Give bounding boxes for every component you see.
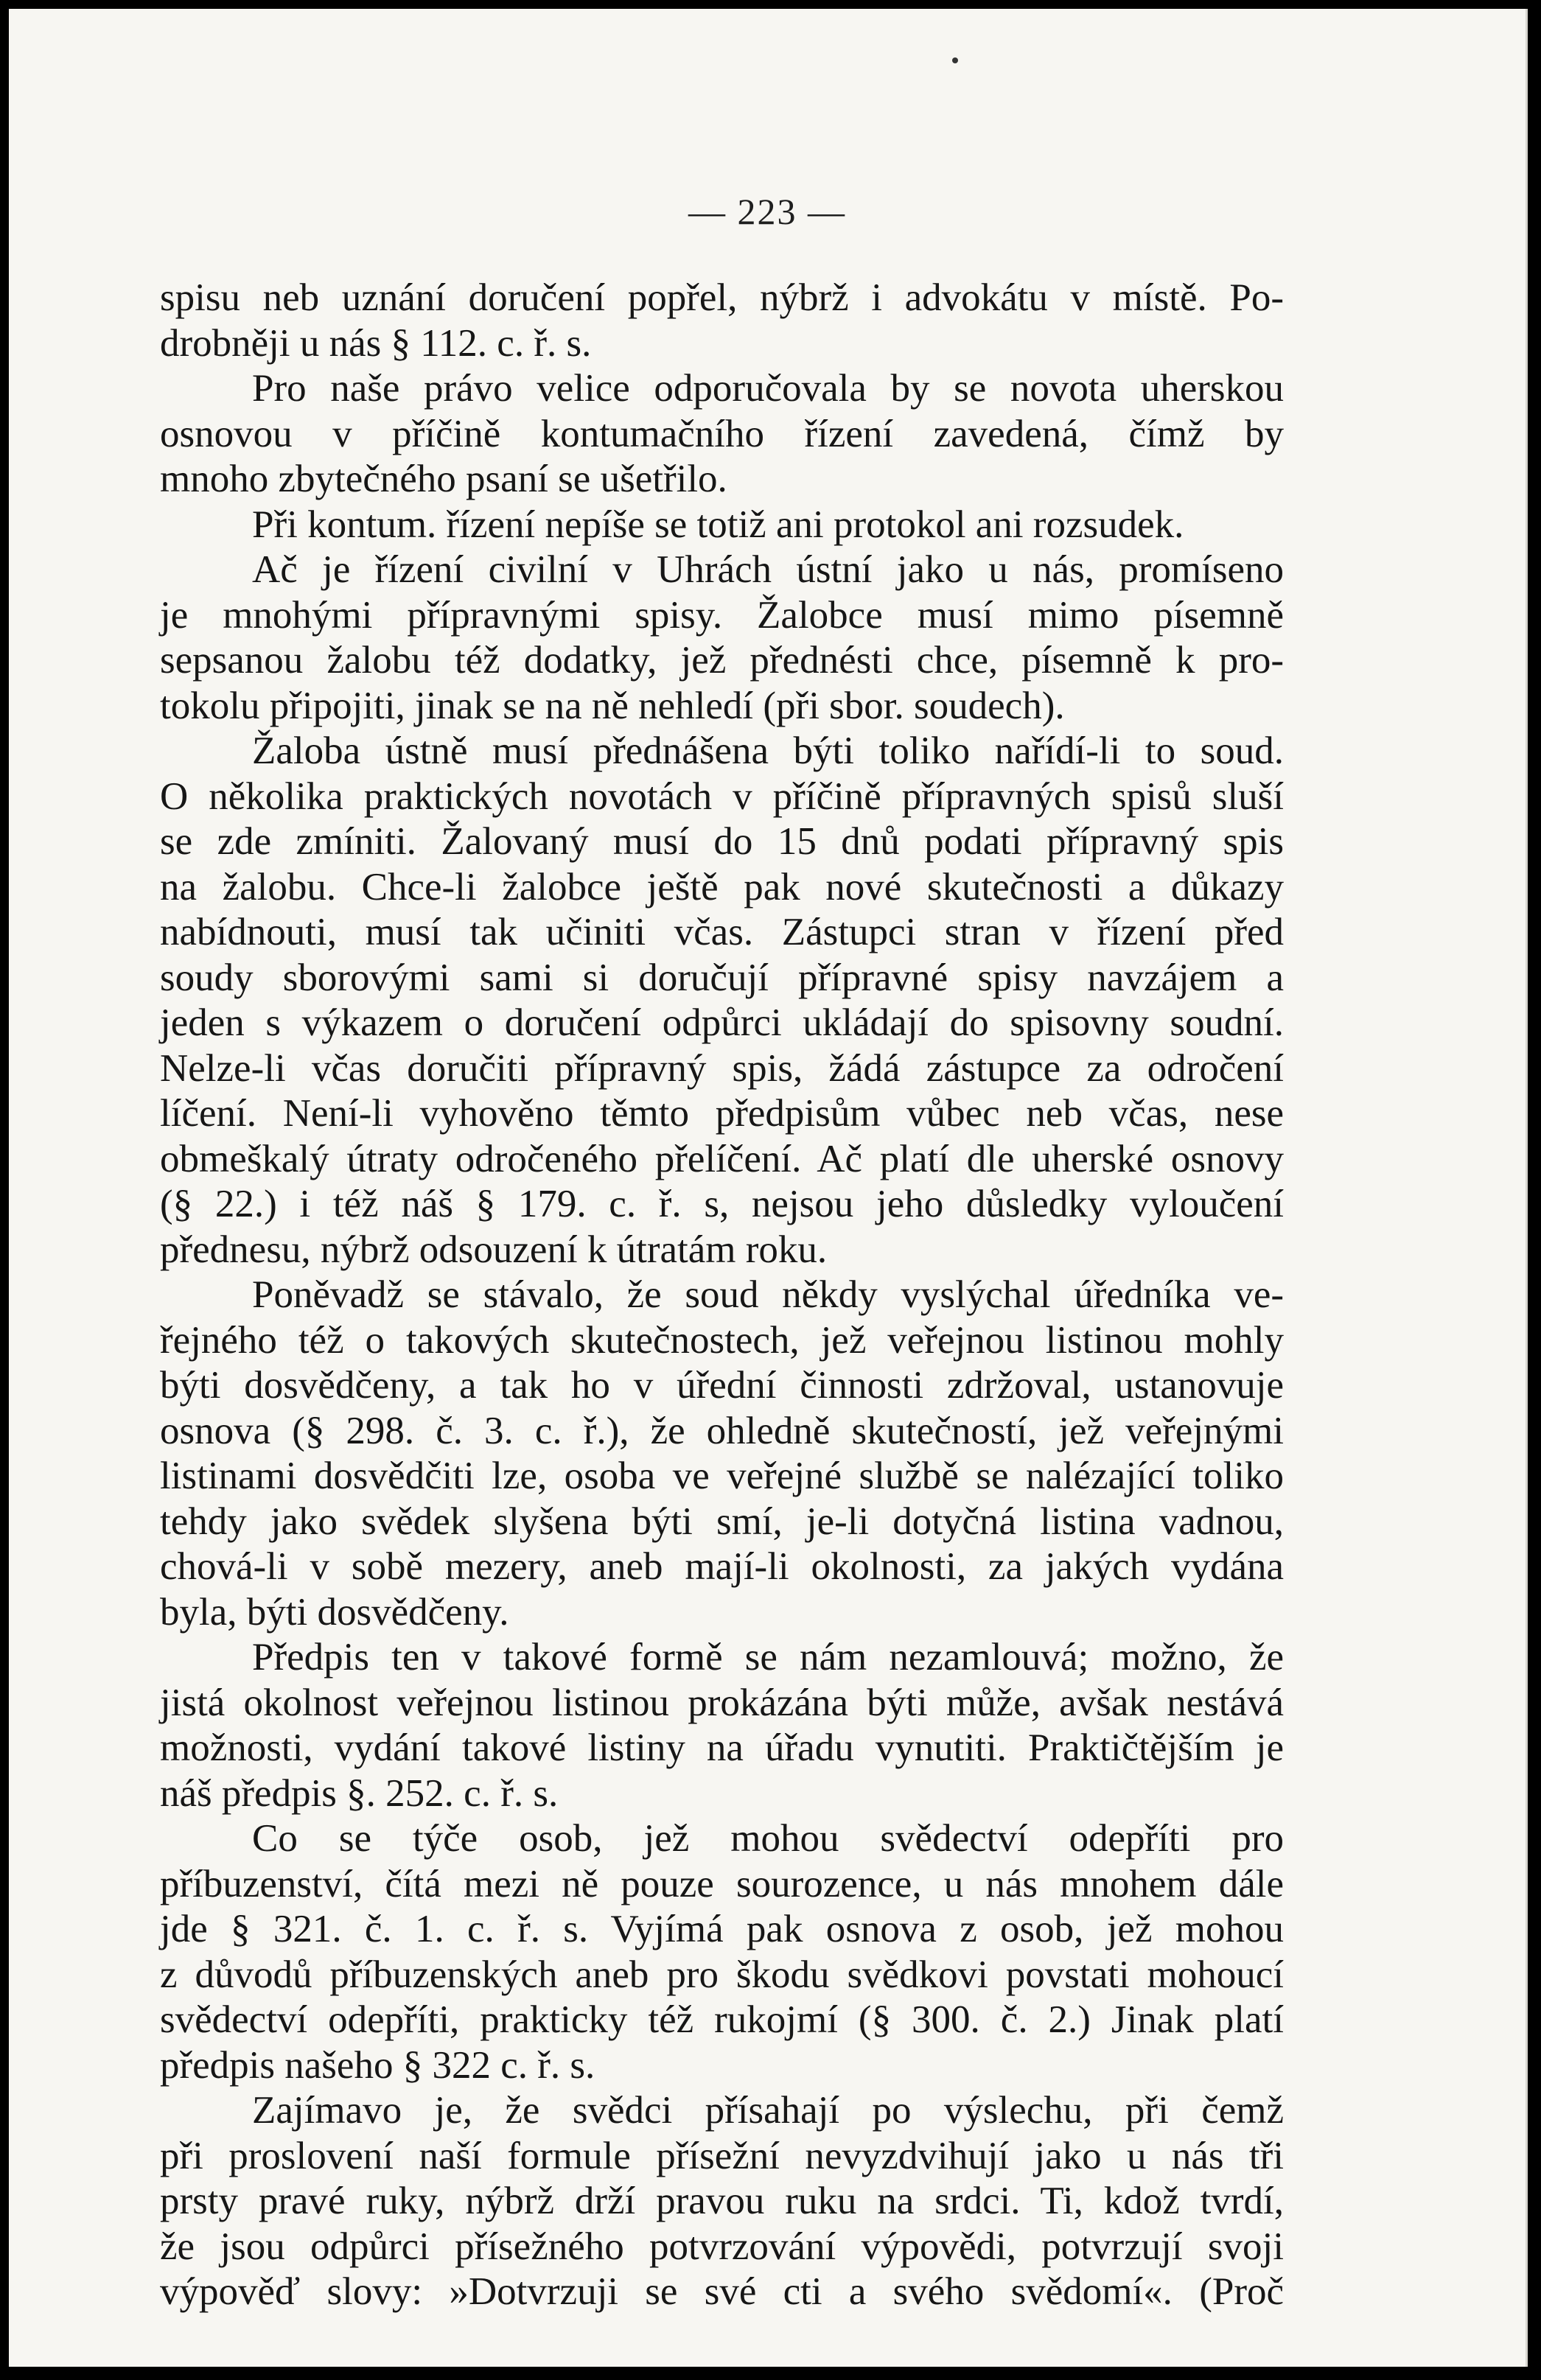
text-line: Nelze-li včas doručiti přípravný spis, žádá zástupce za odročení — [160, 1046, 1284, 1090]
text-line: jde § 321. č. 1. c. ř. s. Vyjímá pak osnova z osob, jež mohou — [160, 1908, 1284, 1950]
text-line: tehdy jako svědek slyšena býti smí, je-li dotyčná listina vadnou, — [160, 1499, 1284, 1543]
text-line: příbuzenství, čítá mezi ně pouze sourozence, u nás mnohem dále — [160, 1862, 1284, 1905]
text-line: Ač je řízení civilní v Uhrách ústní jako u nás, promíseno — [252, 548, 1284, 591]
text-line: jistá okolnost veřejnou listinou prokázána býti může, avšak nestává — [160, 1681, 1284, 1724]
text-line: sepsanou žalobu též dodatky, jež přednésti chce, písemně k pro- — [160, 639, 1284, 682]
body-text — [160, 276, 1284, 2315]
text-line: byla, býti dosvědčeny. — [160, 1590, 509, 1634]
text-line: soudy sborovými sami si doručují přípravné spisy navzájem a — [160, 956, 1284, 999]
text-line: (§ 22.) i též náš § 179. c. ř. s, nejsou jeho důsledky vyloučení — [160, 1183, 1284, 1225]
text-line: Pro naše právo velice odporučovala by se novota uherskou — [252, 367, 1284, 410]
text-line: drobněji u nás § 112. c. ř. s. — [160, 321, 592, 365]
paragraph-8 — [160, 1816, 1284, 2088]
text-line: tokolu připojiti, jinak se na ně nehledí (při sbor. soudech). — [160, 684, 1065, 727]
text-line: z důvodů příbuzenských aneb pro škodu svědkovi povstati mohoucí — [160, 1953, 1284, 1996]
text-line: prsty pravé ruky, nýbrž drží pravou ruku na srdci. Ti, kdož tvrdí, — [160, 2180, 1284, 2222]
text-line: na žalobu. Chce-li žalobce ještě pak nové skutečnosti a důkazy — [160, 865, 1284, 909]
text-line: Žaloba ústně musí přednášena býti toliko nařídí-li to soud. — [252, 729, 1284, 772]
paragraph-7 — [160, 1635, 1284, 1816]
text-line: nabídnouti, musí tak učiniti včas. Zástupci stran v řízení před — [160, 911, 1284, 953]
paragraph-6 — [160, 1273, 1284, 1635]
text-line: je mnohými přípravnými spisy. Žalobce musí mimo písemně — [160, 593, 1284, 637]
text-line: osnova (§ 298. č. 3. c. ř.), že ohledně skutečností, jež veřejnými — [160, 1409, 1284, 1452]
text-line: se zde zmíniti. Žalovaný musí do 15 dnů podati přípravný spis — [160, 820, 1284, 863]
text-line: Předpis ten v takové formě se nám nezamlouvá; možno, že — [252, 1636, 1284, 1679]
text-line: výpověď slovy: »Dotvrzuji se své cti a svého svědomí«. (Proč — [160, 2270, 1284, 2313]
text-line: přednesu, nýbrž odsouzení k útratám roku. — [160, 1228, 828, 1271]
text-line: obmeškalý útraty odročeného přelíčení. Ač platí dle uherské osnovy — [160, 1137, 1284, 1180]
text-line: předpis našeho § 322 c. ř. s. — [160, 2043, 595, 2087]
paragraph-1 — [160, 276, 1284, 366]
text-line: O několika praktických novotách v příčině přípravných spisů sluší — [160, 774, 1284, 818]
text-line: Při kontum. řízení nepíše se totiž ani protokol ani rozsudek. — [252, 503, 1184, 546]
text-line: býti dosvědčeny, a tak ho v úřední činnosti zdržoval, ustanovuje — [160, 1364, 1284, 1407]
paragraph-9 — [160, 2088, 1284, 2315]
text-line: při proslovení naší formule přísežní nevyzdvihují jako u nás tři — [160, 2134, 1284, 2177]
text-line: že jsou odpůrci přísežného potvrzování výpovědi, potvrzují svoji — [160, 2225, 1284, 2268]
page-sheet — [9, 9, 1528, 2367]
text-line: chová-li v sobě mezery, aneb mají-li okolnosti, za jakých vydána — [160, 1545, 1284, 1588]
text-line: možnosti, vydání takové listiny na úřadu vynutiti. Praktičtějším je — [160, 1726, 1284, 1769]
text-line: spisu neb uznání doručení popřel, nýbrž i advokátu v místě. Po- — [160, 276, 1284, 319]
text-line: Poněvadž se stávalo, že soud někdy vyslýchal úředníka ve- — [252, 1273, 1284, 1316]
text-line: osnovou v příčině kontumačního řízení zavedená, čímž by — [160, 412, 1284, 455]
text-line: náš předpis §. 252. c. ř. s. — [160, 1771, 559, 1815]
text-line: řejného též o takových skutečnostech, jež veřejnou listinou mohly — [160, 1318, 1284, 1362]
paragraph-4 — [160, 547, 1284, 729]
scan-speck — [952, 57, 958, 63]
text-line: listinami dosvědčiti lze, osoba ve veřejné službě se nalézající toliko — [160, 1455, 1284, 1497]
text-line: líčení. Není-li vyhověno těmto předpisům vůbec neb včas, nese — [160, 1092, 1284, 1135]
page-number: — 223 — — [688, 191, 846, 232]
text-line: mnoho zbytečného psaní se ušetřilo. — [160, 458, 727, 500]
paragraph-2 — [160, 366, 1284, 503]
text-line: Co se týče osob, jež mohou svědectví odepříti pro — [252, 1817, 1284, 1860]
text-line: svědectví odepříti, prakticky též rukojmí (§ 300. č. 2.) Jinak platí — [160, 1998, 1284, 2041]
paragraph-3 — [160, 503, 1284, 548]
text-line: Zajímavo je, že svědci přísahají po výslechu, při čemž — [252, 2089, 1284, 2132]
text-line: jeden s výkazem o doručení odpůrci ukládají do spisovny soudní. — [160, 1001, 1284, 1044]
paragraph-5 — [160, 729, 1284, 1273]
